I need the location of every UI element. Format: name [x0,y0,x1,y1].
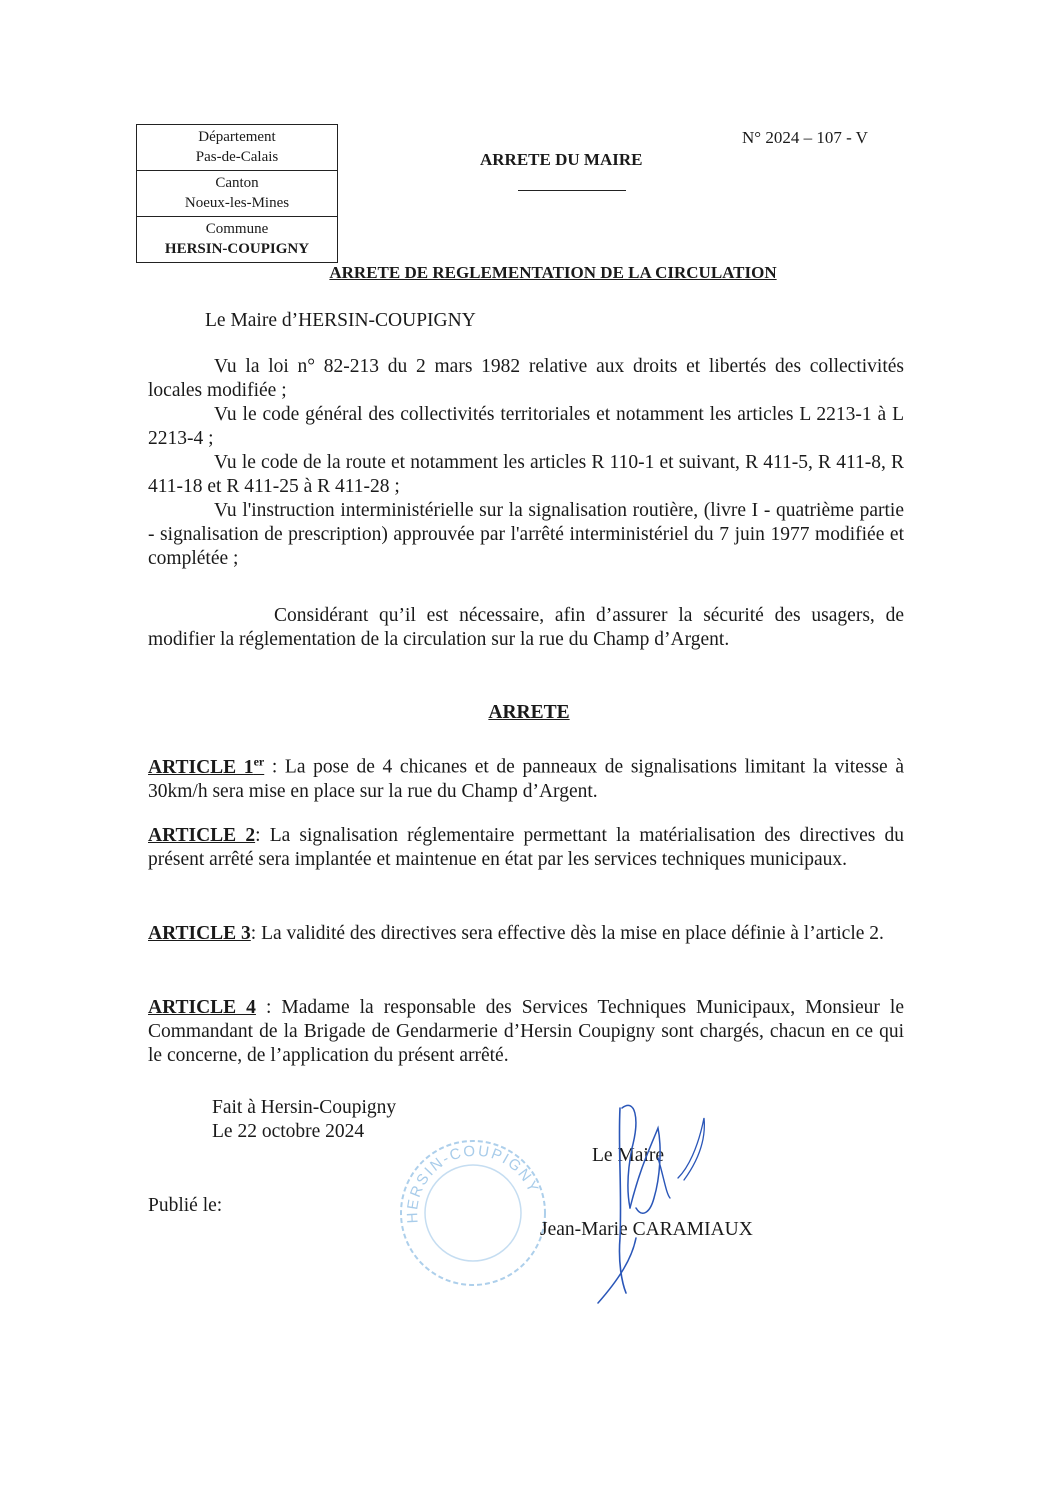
place-of-signature: Fait à Hersin-Coupigny [212,1097,397,1118]
article-3-separator: : [250,923,262,944]
signatory-name: Jean-Marie CARAMIAUX [540,1219,753,1240]
article-4-label: ARTICLE 4 [148,997,256,1018]
article-1-superscript: er [253,754,265,768]
departement-label: Département [198,129,276,145]
canton-label: Canton [215,175,259,191]
decree-reference: N° 2024 – 107 - V [742,128,868,147]
commune-value: HERSIN-COUPIGNY [164,241,310,257]
visas-block [148,355,904,571]
mayor-intro: Le Maire d’HERSIN-COUPIGNY [205,310,476,331]
visa-item: Vu l'instruction interministérielle sur la signalisation routière, (livre I - quatrième partie - signalisation de prescription) approuvée par l'arrêté interministériel du 7 juin 1977 modifiée et complétée ; [148,500,904,569]
article-2-text: La signalisation réglementaire permettant la matérialisation des directives du présent arrêté sera implantée et maintenue en état par les services techniques municipaux. [148,825,904,870]
considering-paragraph: Considérant qu’il est nécessaire, afin d’assurer la sécurité des usagers, de modifier la réglementation de la circulation sur la rue du Champ d’Argent. [148,605,904,650]
article-4 [148,996,904,1068]
article-1-number: ARTICLE 1 [148,756,254,778]
article-1-text: La pose de 4 chicanes et de panneaux de signalisations limitant la vitesse à 30km/h sera mise en place sur la rue du Champ d’Argent. [148,756,905,802]
decree-heading [0,701,1058,725]
article-3-label: ARTICLE 3 [148,923,251,944]
article-2-separator: : [255,825,270,846]
commune-cell [137,217,337,262]
mayor-signature [580,1088,730,1318]
header-divider [518,190,626,191]
article-3-text: La validité des directives sera effective dès la mise en place définie à l’article 2. [261,923,884,944]
signatory-role: Le Maire [592,1145,665,1166]
main-title: ARRETE DE REGLEMENTATION DE LA CIRCULATION [329,263,777,282]
article-4-separator: : [255,997,282,1018]
decree-heading-text: ARRETE [488,702,570,723]
article-2 [148,824,904,872]
article-4-text: Madame la responsable des Services Techniques Municipaux, Monsieur le Commandant de la Brigade de Gendarmerie d’Hersin Coupigny sont chargés, chacun en ce qui le concerne, de l’application du présent arrêté. [148,997,905,1066]
article-2-label: ARTICLE 2 [148,825,256,846]
administrative-box [136,124,338,263]
commune-label: Commune [205,221,269,237]
municipal-stamp [388,1128,558,1298]
article-1-separator: : [264,756,285,778]
svg-text:HERSIN-COUPIGNY: HERSIN-COUPIGNY [404,1142,543,1224]
published-label: Publié le: [148,1195,223,1216]
header-title: ARRETE DU MAIRE [480,150,643,169]
visa-item: Vu le code de la route et notamment les articles R 110-1 et suivant, R 411-5, R 411-8, R 411-18 et R 411-25 à R 411-28 ; [148,452,904,497]
departement-value: Pas-de-Calais [195,149,279,165]
canton-value: Noeux-les-Mines [184,195,290,211]
departement-cell [137,125,337,171]
visa-item: Vu le code général des collectivités territoriales et notamment les articles L 2213-1 à L 2213-4 ; [148,404,904,449]
article-1 [148,749,904,804]
signature-date: Le 22 octobre 2024 [212,1121,365,1142]
article-1-label [148,754,265,778]
visa-item: Vu la loi n° 82-213 du 2 mars 1982 relative aux droits et libertés des collectivités locales modifiée ; [148,356,904,401]
article-3 [148,922,904,946]
canton-cell [137,171,337,217]
